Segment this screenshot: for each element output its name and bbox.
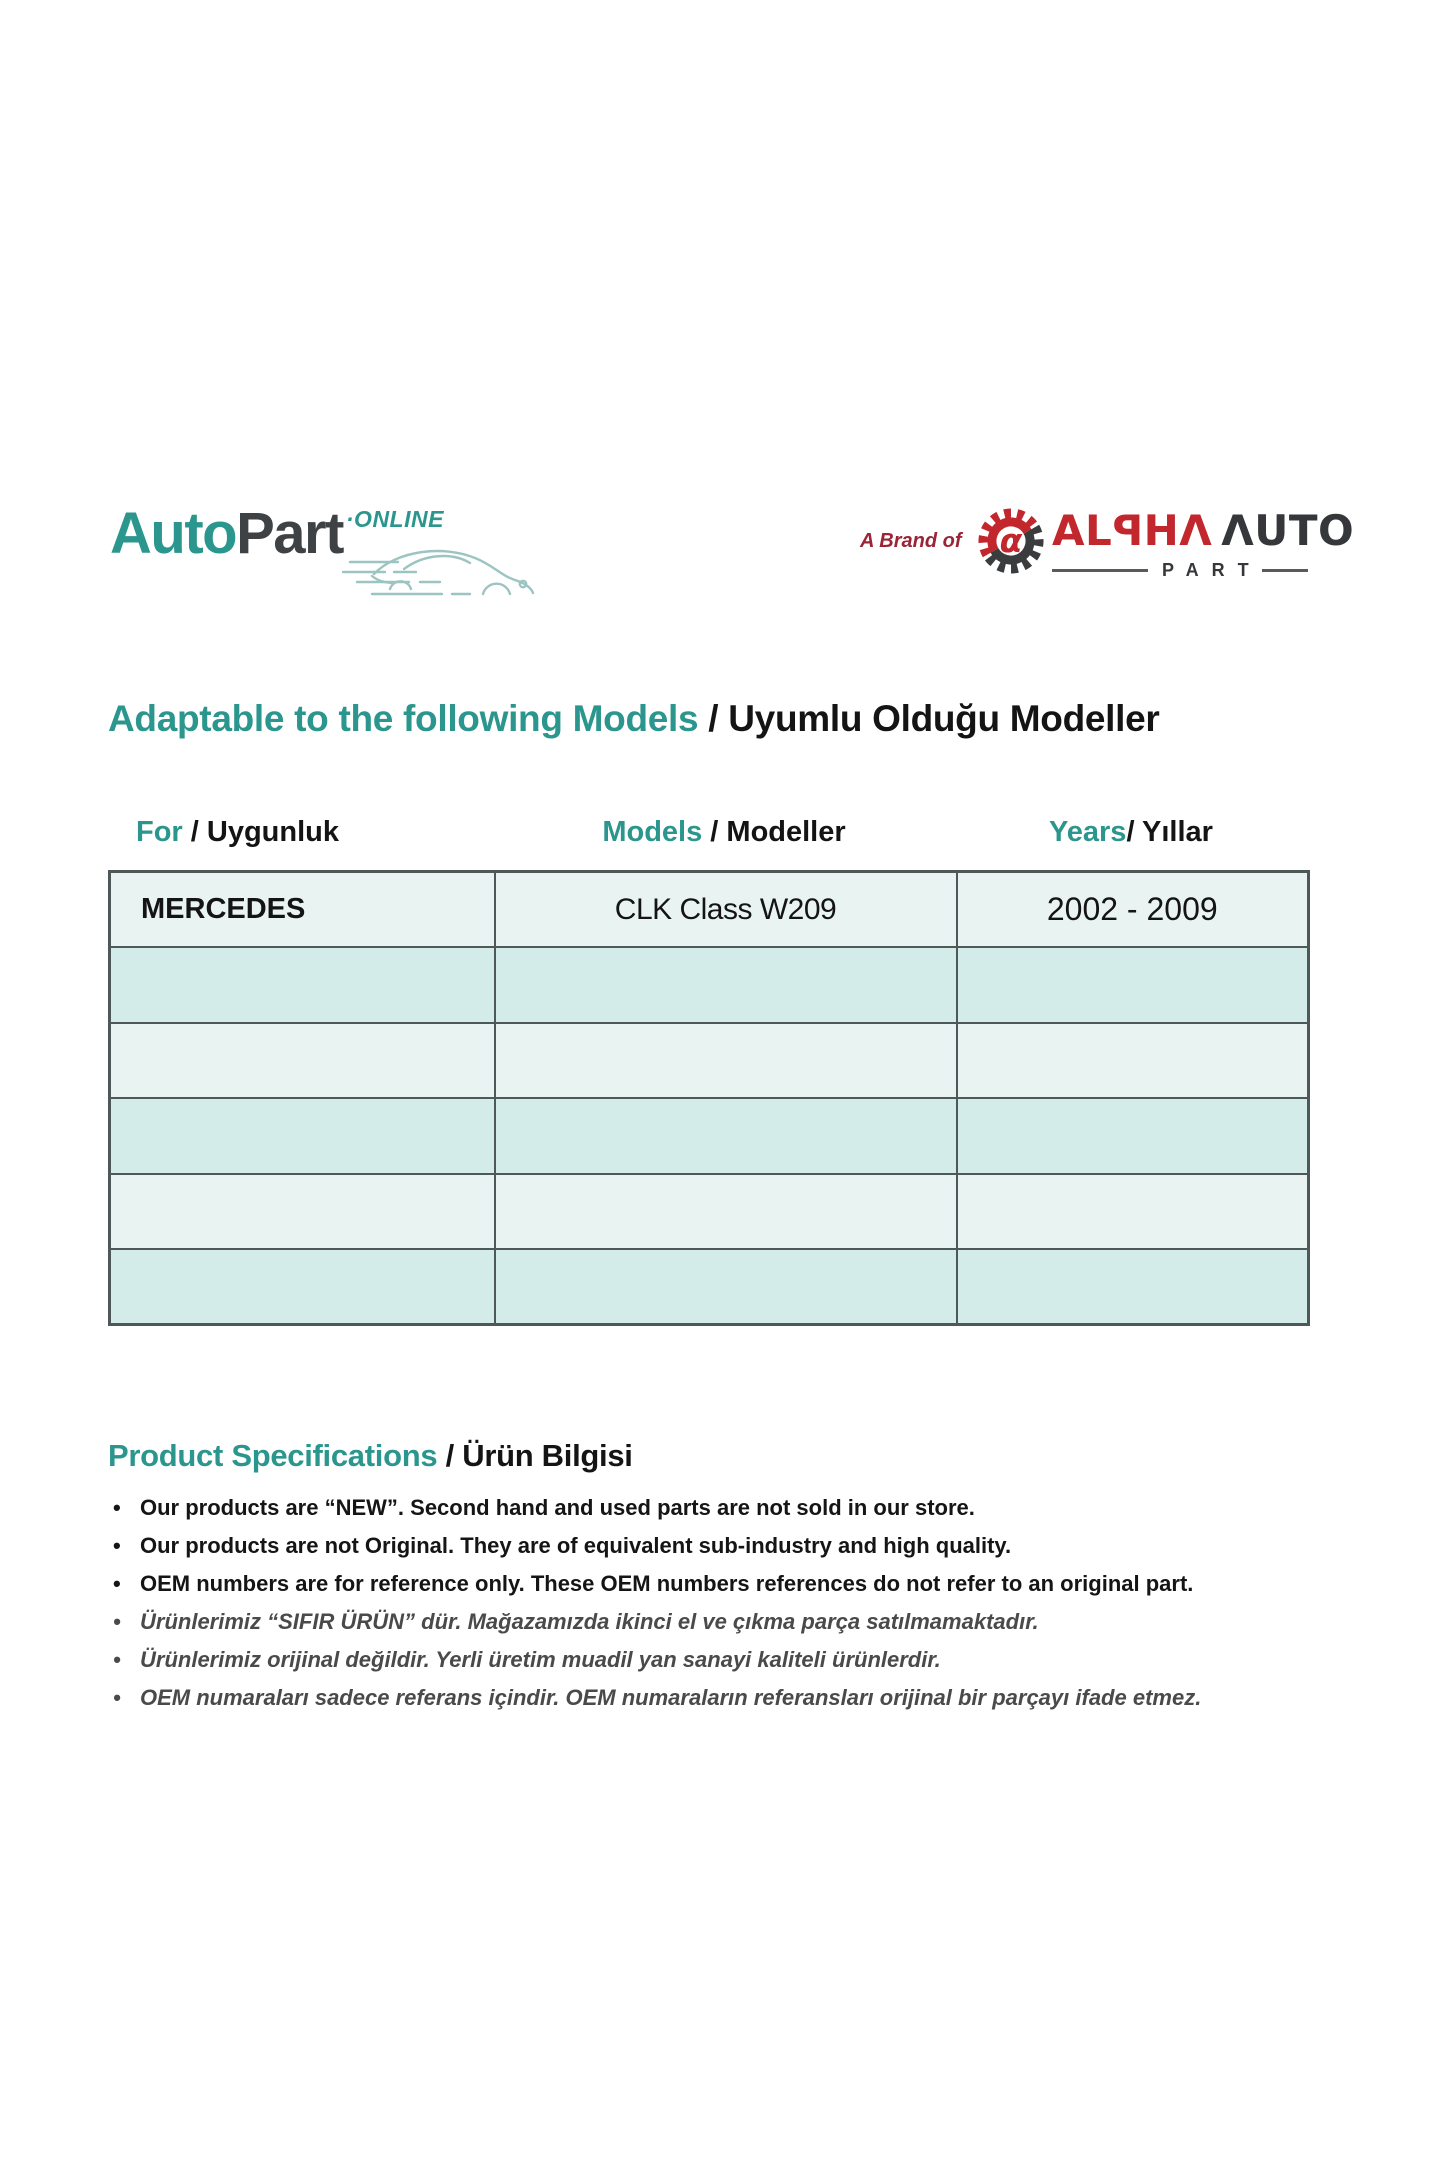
make-cell xyxy=(110,1098,495,1174)
compatibility-table xyxy=(108,870,1310,1326)
heading-turkish: / Uyumlu Olduğu Modeller xyxy=(698,698,1160,739)
make-cell xyxy=(110,947,495,1023)
years-cell xyxy=(957,1174,1309,1250)
table-row xyxy=(110,1174,1309,1250)
spec-heading-turkish: / Ürün Bilgisi xyxy=(437,1438,633,1473)
heading-english: Adaptable to the following Models xyxy=(108,698,699,739)
part-subline xyxy=(1052,560,1308,581)
logo-word-part: Part xyxy=(236,501,343,566)
alpha-symbol: α xyxy=(999,521,1023,560)
years-cell xyxy=(957,947,1309,1023)
part-right-rule xyxy=(1262,569,1308,572)
spec-bullet-tr: • OEM numaraları sadece referans içindir. OEM numaraların referansları orijinal bir parçayı ifade etmez. xyxy=(110,1686,1340,1710)
model-cell xyxy=(495,1249,957,1325)
make-cell xyxy=(110,1023,495,1099)
table-row xyxy=(110,1098,1309,1174)
auto-word: ΛUTO xyxy=(1221,506,1355,555)
model-cell: CLK Class W209 xyxy=(495,872,957,948)
make-cell xyxy=(110,1174,495,1250)
column-header-for: For / Uygunluk xyxy=(136,816,340,848)
spec-bullet-tr: • Ürünlerimiz “SIFIR ÜRÜN” dür. Mağazamızda ikinci el ve çıkma parça satılmamaktadır. xyxy=(110,1610,1340,1634)
adaptable-models-heading xyxy=(108,698,1160,740)
spec-bullet-en: • Our products are not Original. They are of equivalent sub-industry and high quality. xyxy=(110,1534,1340,1558)
alpha-word: ALPHΛ xyxy=(1052,506,1213,555)
logo-word-online: ·ONLINE xyxy=(345,506,444,532)
make-cell xyxy=(110,1249,495,1325)
part-word: PART xyxy=(1162,560,1262,580)
spec-bullet-list xyxy=(110,1496,1340,1724)
part-left-rule xyxy=(1052,569,1148,572)
spec-bullet-tr: • Ürünlerimiz orijinal değildir. Yerli üretim muadil yan sanayi kaliteli ürünlerdir. xyxy=(110,1648,1340,1672)
model-cell xyxy=(495,1023,957,1099)
years-cell xyxy=(957,1249,1309,1325)
years-cell xyxy=(957,1098,1309,1174)
car-silhouette-icon xyxy=(342,536,552,606)
table-row xyxy=(110,1249,1309,1325)
table-row xyxy=(110,1023,1309,1099)
spec-bullet-en: • OEM numbers are for reference only. These OEM numbers references do not refer to an original part. xyxy=(110,1572,1340,1596)
model-cell xyxy=(495,1098,957,1174)
make-cell: MERCEDES xyxy=(110,872,495,948)
years-cell xyxy=(957,1023,1309,1099)
alpha-auto-part-logo xyxy=(1052,506,1355,581)
product-specifications-heading xyxy=(108,1438,633,1474)
table-row xyxy=(110,947,1309,1023)
spec-bullet-en: • Our products are “NEW”. Second hand and used parts are not sold in our store. xyxy=(110,1496,1340,1520)
model-cell xyxy=(495,947,957,1023)
column-header-years: Years/ Yıllar xyxy=(1049,816,1213,848)
alpha-gear-logo-icon xyxy=(974,504,1048,578)
table-row xyxy=(110,872,1309,948)
model-cell xyxy=(495,1174,957,1250)
column-header-models: Models / Modeller xyxy=(602,816,846,848)
years-cell: 2002 - 2009 xyxy=(957,872,1309,948)
a-brand-of-label: A Brand of xyxy=(860,530,962,552)
spec-heading-english: Product Specifications xyxy=(108,1438,438,1473)
logo-word-auto: Auto xyxy=(110,501,237,566)
alpha-auto-wordmark xyxy=(1052,506,1355,555)
